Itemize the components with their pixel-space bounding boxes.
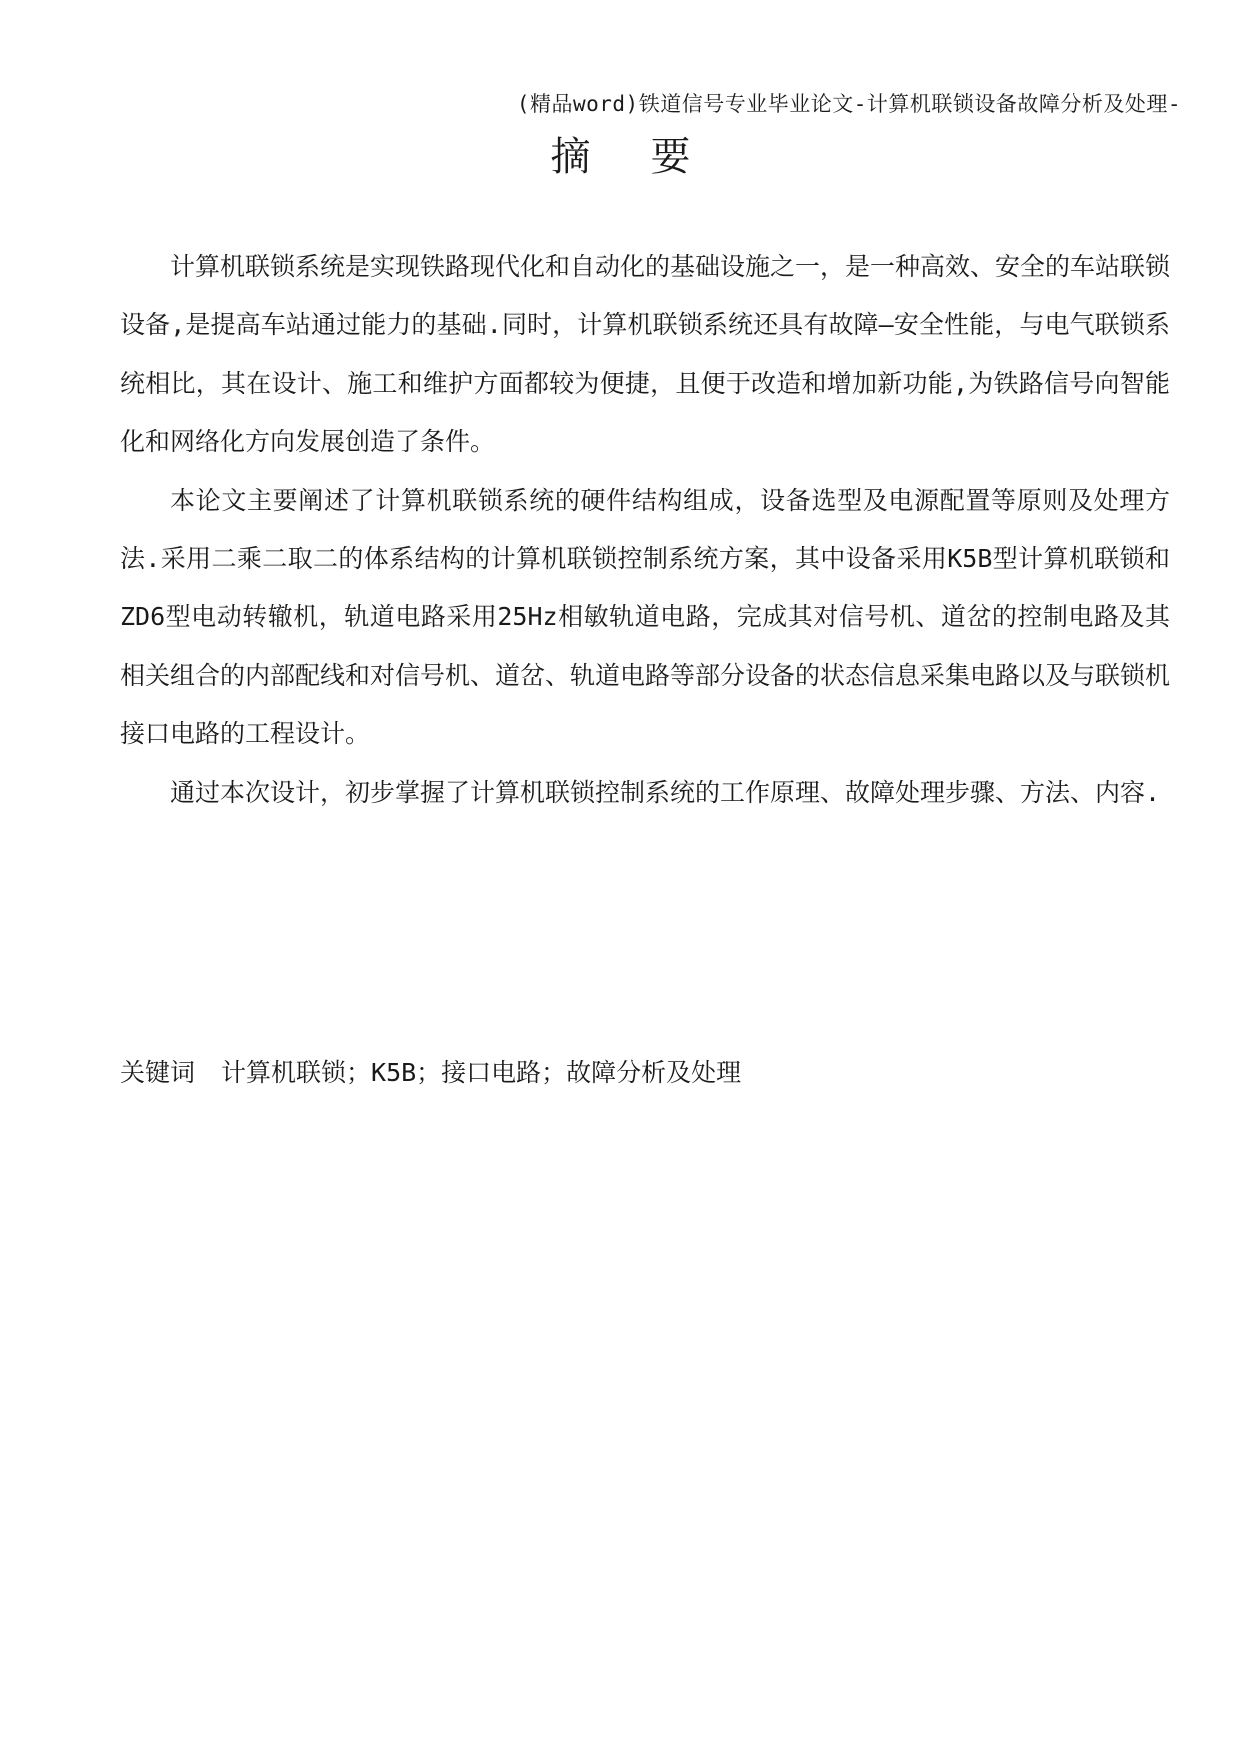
abstract-title: 摘要 xyxy=(550,134,751,180)
abstract-paragraph-2: 本论文主要阐述了计算机联锁系统的硬件结构组成，设备选型及电源配置等原则及处理方法.采用二乘二取二的体系结构的计算机联锁控制系统方案，其中设备采用K5B型计算机联锁和ZD6型电动转辙机，轨道电路采用25Hz相敏轨道电路，完成其对信号机、道岔的控制电路及其相关组合的内部配线和对信号机、道岔、轨道电路等部分设备的状态信息采集电路以及与联锁机接口电路的工程设计。 xyxy=(120,485,1171,749)
keywords-line xyxy=(120,1053,741,1089)
abstract-body xyxy=(120,238,1170,822)
abstract-paragraph-3: 通过本次设计，初步掌握了计算机联锁控制系统的工作原理、故障处理步骤、方法、内容. xyxy=(170,777,1161,807)
abstract-paragraph-1: 计算机联锁系统是实现铁路现代化和自动化的基础设施之一，是一种高效、安全的车站联锁设备,是提高车站通过能力的基础.同时，计算机联锁系统还具有故障—安全性能，与电气联锁系统相比，其在设计、施工和维护方面都较为便捷，且便于改造和增加新功能,为铁路信号向智能化和网络化方向发展创造了条件。 xyxy=(120,252,1171,457)
running-header: (精品word)铁道信号专业毕业论文-计算机联锁设备故障分析及处理- xyxy=(516,92,1181,116)
keywords-text: 计算机联锁；K5B；接口电路；故障分析及处理 xyxy=(221,1058,742,1087)
keywords-label: 关键词 xyxy=(120,1058,196,1087)
